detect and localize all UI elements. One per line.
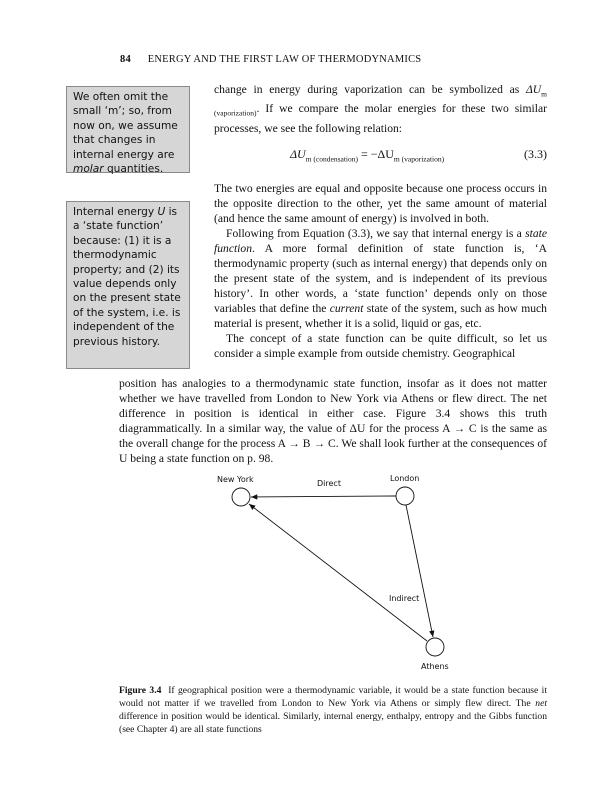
direct-arrow [251,496,396,497]
eq-op: = −ΔU [358,147,394,161]
london-label: London [390,474,420,483]
caption-label: Figure 3.4 [119,685,162,696]
para3-b: . A more formal definition of state function is, ‘A thermodynamic property (such as internal energy) that depends only on the present state of the system, and is independent of its previous history’. In other words, a ‘state function’ depends only on those variables that define the [214,242,547,315]
eq-lhs: ΔU [290,147,306,161]
london-to-athens-arrow [406,505,433,637]
para1-rest: . If we compare the molar energies for these two similar processes, we see the following relation: [214,102,547,135]
margin-note-text: quantities. [103,163,164,176]
para3-em1: state function [214,227,547,255]
para3-a: Following from Equation (3.3), we say that internal energy is a [226,227,526,240]
paragraph-2: The two energies are equal and opposite because one process occurs in the opposite direction to the other, yet the same amount of material (and hence the same amount of energy) is involved in both. [214,182,547,225]
paragraph-4-start: The concept of a state function can be quite difficult, so let us consider a simple example from outside chemistry. Geographical [214,332,547,360]
athens-node [426,638,444,656]
equation-number: (3.3) [524,147,547,161]
running-title: ENERGY AND THE FIRST LAW OF THERMODYNAMICS [147,54,422,65]
paragraph-4-cont: position has analogies to a thermodynamic state function, insofar as it does not matter whether we have travelled from London to New York via Athens or flew direct. The net difference in position is identical in either case. Figure 3.4 shows this truth diagrammatically. In a similar way, the value of ΔU for the process A → C is the same as the overall change for the process A → B → C. We shall look further at the consequences of U being a state function on p. 98. [119,377,547,465]
figure-caption [119,684,547,736]
para1-line: change in energy during vaporization can be symbolized as [214,83,520,96]
delta-u-subscript: m (vaporization) [214,89,547,118]
eq-lhs-sub: m (condensation) [305,154,358,164]
direct-label: Direct [317,479,341,488]
delta-u-symbol: ΔU [525,83,542,96]
margin-note-text: We often omit the small ‘m’; so, from now on, we assume that changes in internal energy are [73,91,178,161]
new-york-node [232,488,250,506]
margin-note-emphasis: U [157,206,166,218]
eq-rhs-sub: m (vaporization) [393,154,445,164]
new-york-label: New York [217,475,254,484]
caption-text: difference in position would be identical. Similarly, internal energy, enthalpy, entropy and the Gibbs function (see Chapter 4) are all state functions [119,711,547,735]
page-number: 84 [120,54,131,65]
athens-to-newyork-arrow [249,504,427,641]
margin-note-emphasis: molar [73,163,104,176]
indirect-label: Indirect [389,594,420,603]
caption-text: If geographical position were a thermodynamic variable, it would be a state function because it would not matter if we travelled from London to New York via Athens or simply flew direct. The [119,685,547,709]
margin-note-text: Internal energy [73,206,158,218]
athens-label: Athens [421,662,449,671]
london-node [396,487,414,505]
margin-note-text: is a ‘state function’ because: (1) it is a thermodynamic property; and (2) its value depends only on the present state of the system, i.e. is independent of the previous history. [73,206,181,348]
para3-c: state of the system, such as how much material is present, whether it is a solid, liquid or gas, etc. [214,302,547,330]
para3-em2: current [329,302,364,315]
caption-emphasis: net [535,698,547,709]
